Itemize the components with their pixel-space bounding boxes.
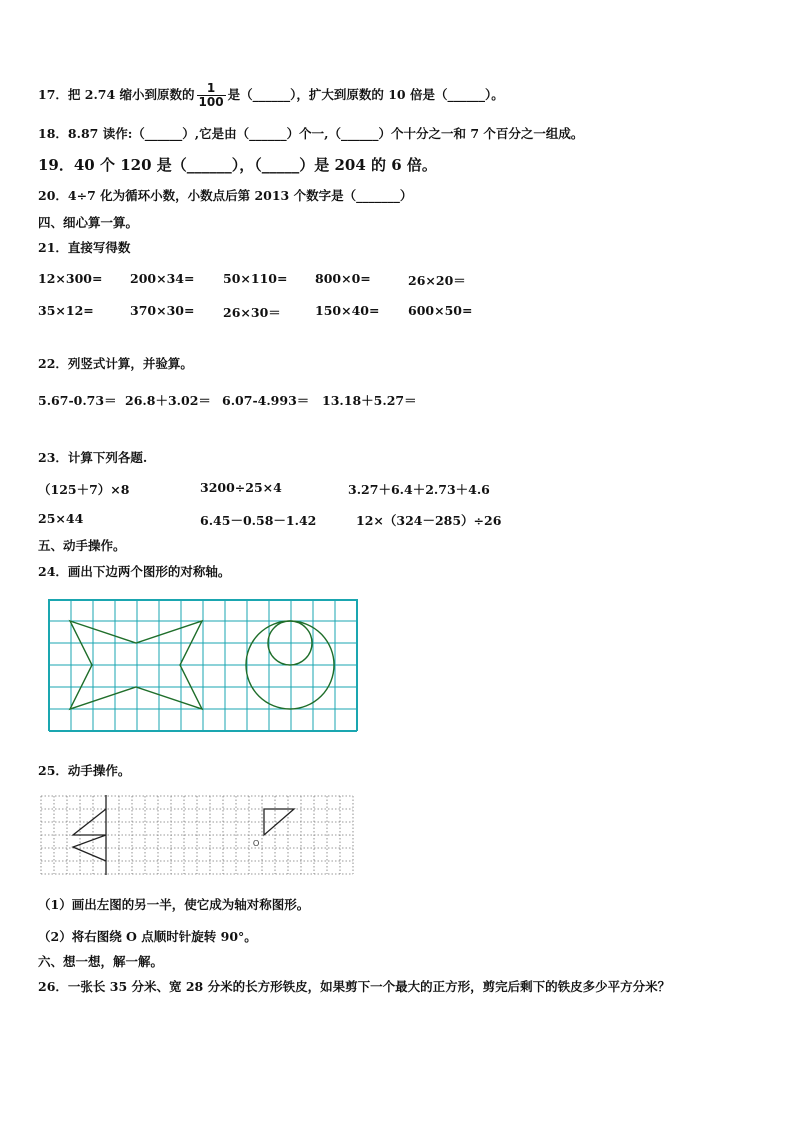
- q23-r1-c3: 3.27＋6.4＋2.73＋4.6: [348, 482, 490, 497]
- fraction-numerator: 1: [206, 81, 216, 95]
- question-21-title: 21．直接写得数: [38, 240, 131, 255]
- q22-item-3: 6.07-4.993＝: [222, 393, 310, 408]
- question-26: 26．一张长 35 分米、宽 28 分米的长方形铁皮，如果剪下一个最大的正方形，剪完后剩下的铁皮多少平方分米？: [38, 979, 671, 994]
- q23-r2-c3: 12×（324－285）÷26: [356, 513, 502, 528]
- q21-r2-c1: 35×12=: [38, 303, 94, 318]
- q23-r1-c2: 3200÷25×4: [200, 480, 282, 495]
- section-5-heading: 五、动手操作。: [38, 538, 126, 553]
- question-25-title: 25．动手操作。: [38, 763, 131, 778]
- q17-fraction: [197, 82, 226, 109]
- q22-item-1: 5.67-0.73＝: [38, 393, 117, 408]
- q21-r1-c4: 800×0=: [315, 271, 371, 286]
- q21-r2-c5: 600×50=: [408, 303, 473, 318]
- q21-r2-c2: 370×30=: [130, 303, 195, 318]
- question-19: 19．40 个 120 是（______），（_____）是 204 的 6 倍。: [38, 156, 437, 174]
- q22-item-4: 13.18＋5.27＝: [322, 393, 417, 408]
- q24-grid-figure: [48, 599, 360, 734]
- q25-task-2: （2）将右图绕 O 点顺时针旋转 90°。: [38, 929, 257, 944]
- q23-r1-c1: （125＋7）×8: [38, 482, 130, 497]
- q25-point-o-label: O: [253, 839, 260, 848]
- q25-left-half-shape: [73, 809, 106, 861]
- fraction-denominator: 100: [198, 95, 224, 110]
- question-24-title: 24．画出下边两个图形的对称轴。: [38, 564, 231, 579]
- q23-r2-c2: 6.45－0.58－1.42: [200, 513, 317, 528]
- q17-text-a: 17．把 2.74 缩小到原数的: [38, 87, 195, 103]
- q21-r1-c2: 200×34=: [130, 271, 195, 286]
- q21-r2-c3: 26×30＝: [223, 305, 281, 320]
- q21-r1-c5: 26×20＝: [408, 273, 466, 288]
- question-23-title: 23．计算下列各题.: [38, 450, 148, 465]
- q25-task-1: （1）画出左图的另一半，使它成为轴对称图形。: [38, 897, 310, 912]
- q21-r1-c3: 50×110=: [223, 271, 288, 286]
- q21-r1-c1: 12×300=: [38, 271, 103, 286]
- question-20: 20．4÷7 化为循环小数，小数点后第 2013 个数字是（_______）: [38, 188, 413, 203]
- q22-item-2: 26.8＋3.02＝: [125, 393, 211, 408]
- question-22-title: 22．列竖式计算，并验算。: [38, 356, 193, 371]
- section-4-heading: 四、细心算一算。: [38, 215, 139, 230]
- section-6-heading: 六、想一想，解一解。: [38, 954, 164, 969]
- q25-dotted-grid-figure: [40, 795, 358, 877]
- q24-grid-lines: [49, 599, 357, 731]
- q21-r2-c4: 150×40=: [315, 303, 380, 318]
- q23-r2-c1: 25×44: [38, 511, 84, 526]
- question-17: [38, 82, 504, 109]
- q17-text-b: 是（______），扩大到原数的 10 倍是（______）。: [227, 87, 504, 103]
- question-18: 18．8.87 读作:（______）,它是由（______）个一,（______）个十分之一和 7 个百分之一组成。: [38, 126, 584, 141]
